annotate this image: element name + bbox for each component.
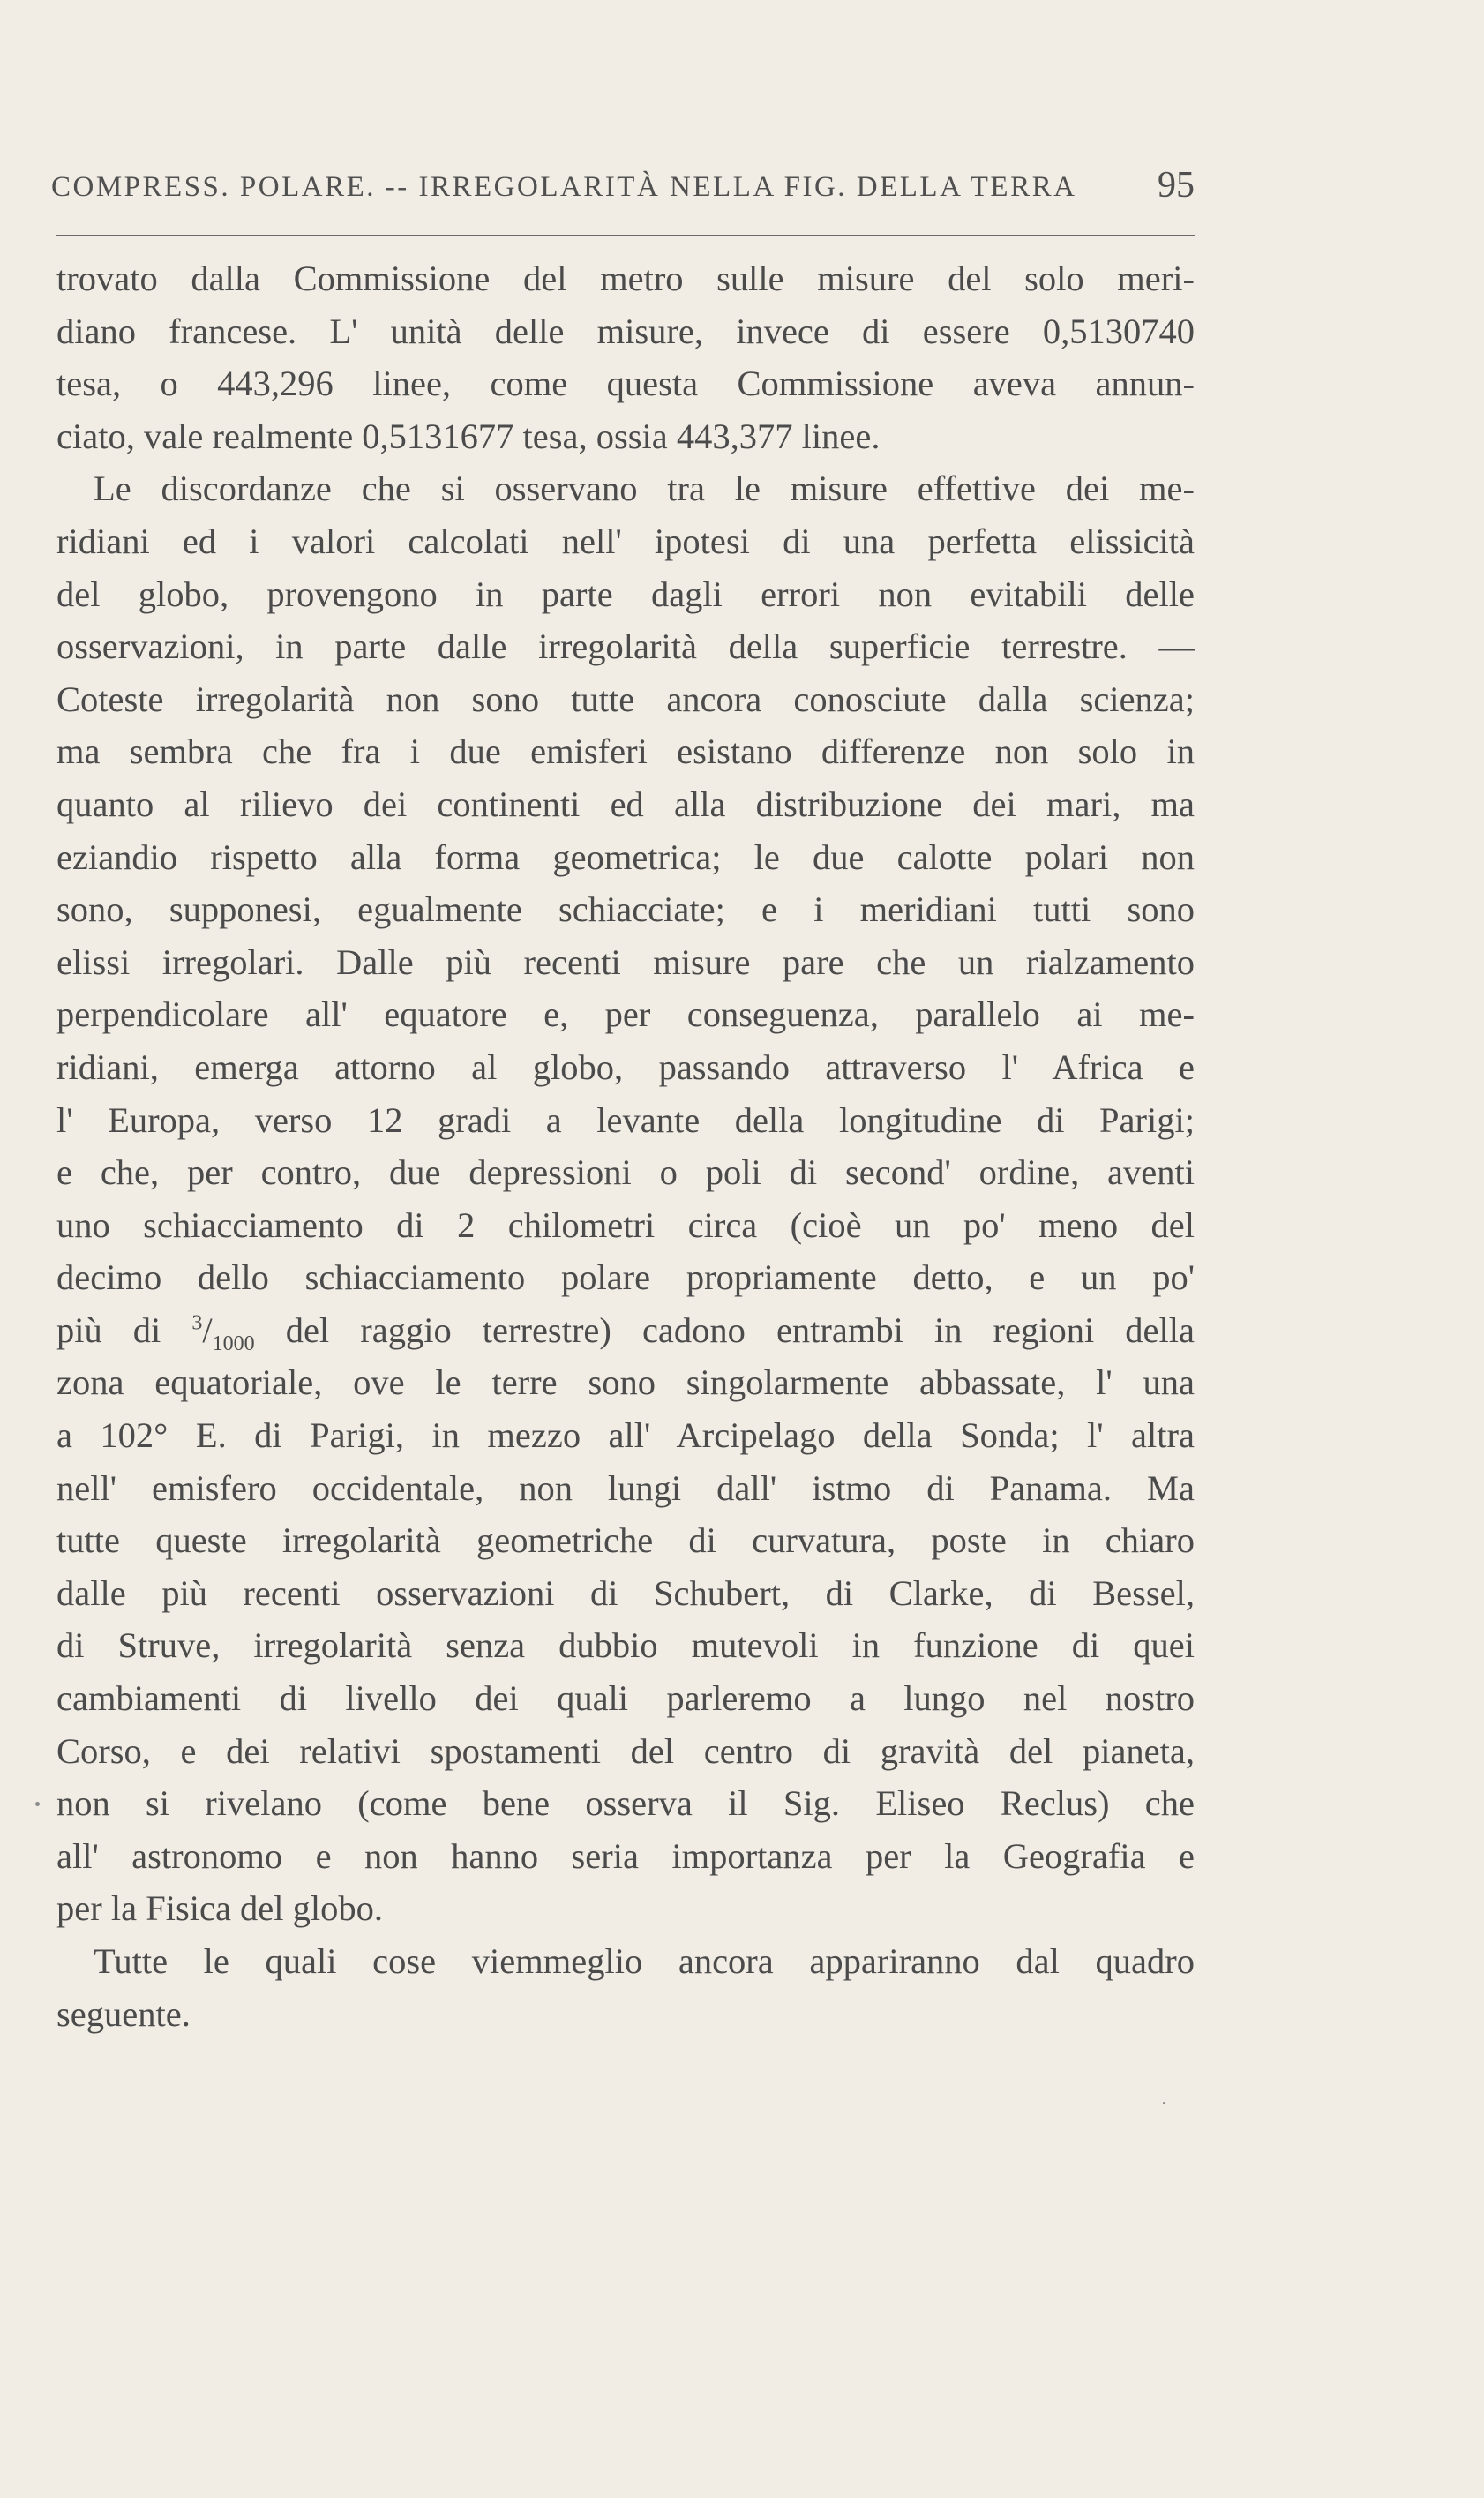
text-line: Tutte le quali cose viemmeglio ancora appariranno dal quadro bbox=[94, 1941, 1195, 1981]
text-line: zona equatoriale, ove le terre sono singolarmente abbassate, l' una bbox=[56, 1362, 1195, 1403]
text-line: trovato dalla Commissione del metro sulle misure del solo meri- bbox=[56, 259, 1195, 298]
text-line: l' Europa, verso 12 gradi a levante della longitudine di Parigi; bbox=[56, 1099, 1195, 1140]
stray-ink-dot bbox=[1163, 2102, 1165, 2104]
text-line: diano francese. L' unità delle misure, invece di essere 0,5130740 bbox=[56, 311, 1195, 351]
text-line: nell' emisfero occidentale, non lungi dall' istmo di Panama. Ma bbox=[56, 1467, 1195, 1508]
text-line: cambiamenti di livello dei quali parleremo a lungo nel nostro bbox=[56, 1678, 1195, 1719]
text-line: e che, per contro, due depressioni o poli di second' ordine, aventi bbox=[56, 1152, 1195, 1193]
stray-ink-dot bbox=[35, 1802, 40, 1806]
text-line: a 102° E. di Parigi, in mezzo all' Arcipelago della Sonda; l' altra bbox=[56, 1415, 1195, 1456]
text-line: tesa, o 443,296 linee, come questa Commissione aveva annun- bbox=[56, 364, 1195, 404]
text-line: all' astronomo e non hanno seria importanza per la Geografia e bbox=[56, 1835, 1195, 1876]
body-text bbox=[56, 252, 1195, 2040]
text-line: Corso, e dei relativi spostamenti del centro di gravità del pianeta, bbox=[56, 1730, 1195, 1771]
text-line: sono, supponesi, egualmente schiacciate; e i meridiani tutti sono bbox=[56, 889, 1195, 930]
text-line: quanto al rilievo dei continenti ed alla distribuzione dei mari, ma bbox=[56, 784, 1195, 824]
fraction-denominator: 1000 bbox=[212, 1332, 255, 1355]
fraction-line-after: del raggio terrestre) cadono entrambi in regioni della bbox=[254, 1309, 1195, 1350]
text-line: ridiani, emerga attorno al globo, passando attraverso l' Africa e bbox=[56, 1046, 1195, 1087]
text-line: Coteste irregolarità non sono tutte ancora conosciute dalla scienza; bbox=[56, 679, 1195, 719]
text-line: ridiani ed i valori calcolati nell' ipotesi di una perfetta elissicità bbox=[56, 521, 1195, 561]
running-title: COMPRESS. POLARE. -- IRREGOLARITÀ NELLA FIG. DELLA TERRA bbox=[51, 171, 1077, 203]
text-line: non si rivelano (come bene osserva il Sig. Eliseo Reclus) che bbox=[56, 1783, 1195, 1824]
running-header bbox=[51, 164, 1195, 214]
text-line: perpendicolare all' equatore e, per conseguenza, parallelo ai me- bbox=[56, 994, 1195, 1035]
text-line: decimo dello schiacciamento polare propriamente detto, e un po' bbox=[56, 1257, 1195, 1298]
text-line: uno schiacciamento di 2 chilometri circa (cioè un po' meno del bbox=[56, 1204, 1195, 1245]
text-line: ciato, vale realmente 0,5131677 tesa, ossia 443,377 linee. bbox=[56, 416, 881, 456]
text-line: del globo, provengono in parte dagli errori non evitabili delle bbox=[56, 574, 1195, 614]
text-line: eziandio rispetto alla forma geometrica; le due calotte polari non bbox=[56, 836, 1195, 877]
text-line: tutte queste irregolarità geometriche di curvatura, poste in chiaro bbox=[56, 1520, 1195, 1561]
text-line: dalle più recenti osservazioni di Schubert, di Clarke, di Bessel, bbox=[56, 1572, 1195, 1613]
text-line: Le discordanze che si osservano tra le misure effettive dei me- bbox=[94, 469, 1195, 509]
text-line: per la Fisica del globo. bbox=[56, 1888, 384, 1929]
text-line: osservazioni, in parte dalle irregolarità della superficie terrestre. — bbox=[56, 626, 1195, 667]
page-number: 95 bbox=[1158, 165, 1195, 206]
fraction-slash: / bbox=[202, 1309, 213, 1350]
fraction-numerator: 3 bbox=[191, 1311, 203, 1335]
header-rule bbox=[56, 235, 1195, 236]
text-line: di Struve, irregolarità senza dubbio mutevoli in funzione di quei bbox=[56, 1625, 1195, 1666]
text-line: seguente. bbox=[56, 1993, 191, 2034]
fraction-line-before: più di bbox=[56, 1309, 192, 1350]
text-line: ma sembra che fra i due emisferi esistano differenze non solo in bbox=[56, 731, 1195, 772]
fraction-text-line bbox=[56, 1304, 1195, 1357]
text-line: elissi irregolari. Dalle più recenti misure pare che un rialzamento bbox=[56, 941, 1195, 982]
